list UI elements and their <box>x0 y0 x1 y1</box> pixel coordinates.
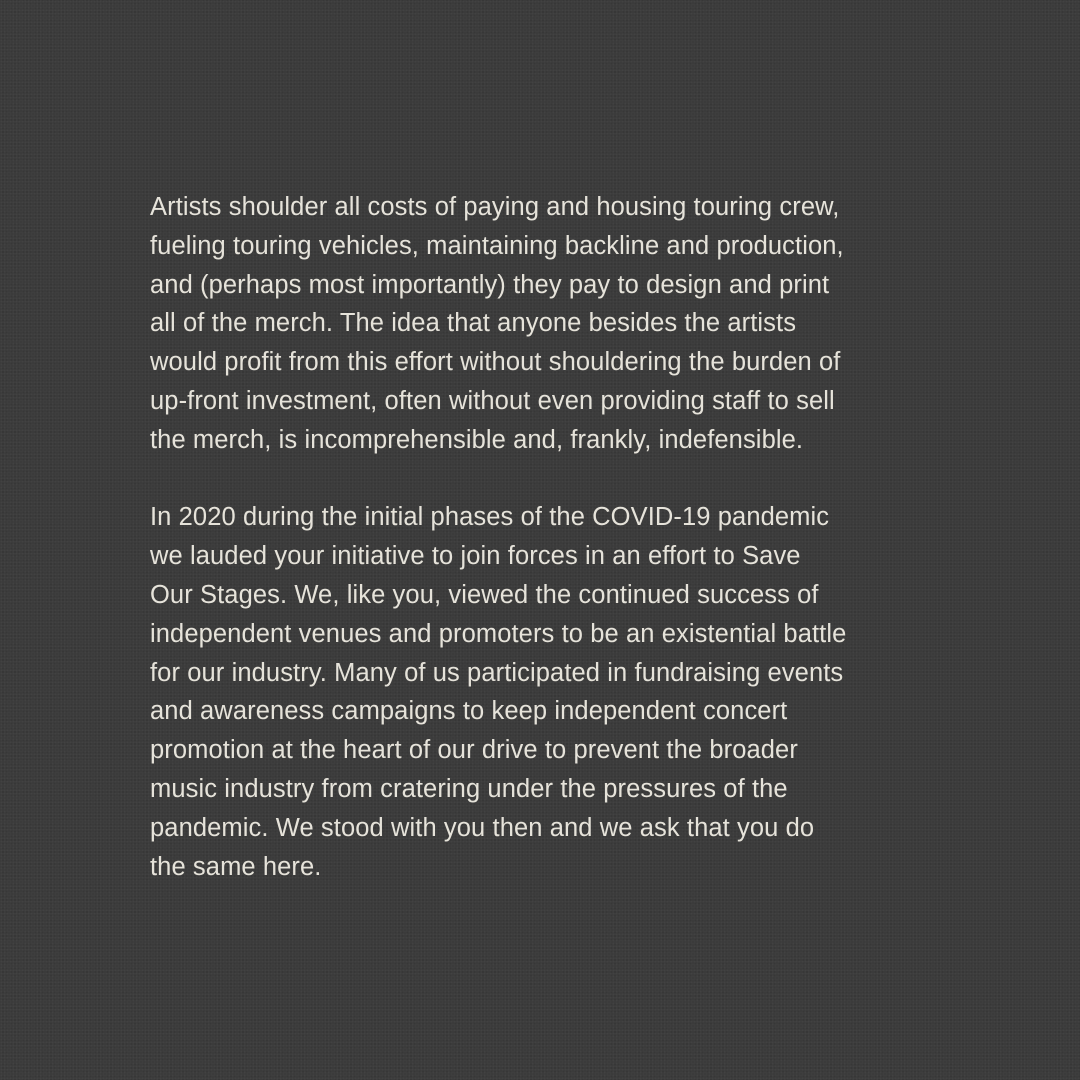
paragraph-save-our-stages <box>150 498 950 886</box>
text-line: Our Stages. We, like you, viewed the continued success of <box>150 580 819 609</box>
text-line: we lauded your initiative to join forces in an effort to Save <box>150 542 801 571</box>
text-line: promotion at the heart of our drive to prevent the broader <box>150 736 798 765</box>
text-line: and awareness campaigns to keep independent concert <box>150 697 788 726</box>
text-line: independent venues and promoters to be an existential battle <box>150 619 847 648</box>
text-line: the merch, is incomprehensible and, frankly, indefensible. <box>150 425 804 454</box>
text-line: would profit from this effort without shouldering the burden of <box>150 348 841 377</box>
text-line: pandemic. We stood with you then and we ask that you do <box>150 813 815 842</box>
text-line: music industry from cratering under the pressures of the <box>150 774 788 803</box>
text-line: up-front investment, often without even providing staff to sell <box>150 386 835 415</box>
letter-text-block <box>150 188 950 886</box>
text-line: Artists shoulder all costs of paying and housing touring crew, <box>150 193 840 221</box>
text-line: all of the merch. The idea that anyone besides the artists <box>150 309 797 338</box>
text-line: In 2020 during the initial phases of the COVID-19 pandemic <box>150 503 830 532</box>
text-line: for our industry. Many of us participated in fundraising events <box>150 658 844 687</box>
text-line: the same here. <box>150 852 322 881</box>
text-line: and (perhaps most importantly) they pay to design and print <box>150 270 830 299</box>
text-line: fueling touring vehicles, maintaining backline and production, <box>150 231 844 260</box>
paragraph-artist-costs <box>150 188 950 460</box>
